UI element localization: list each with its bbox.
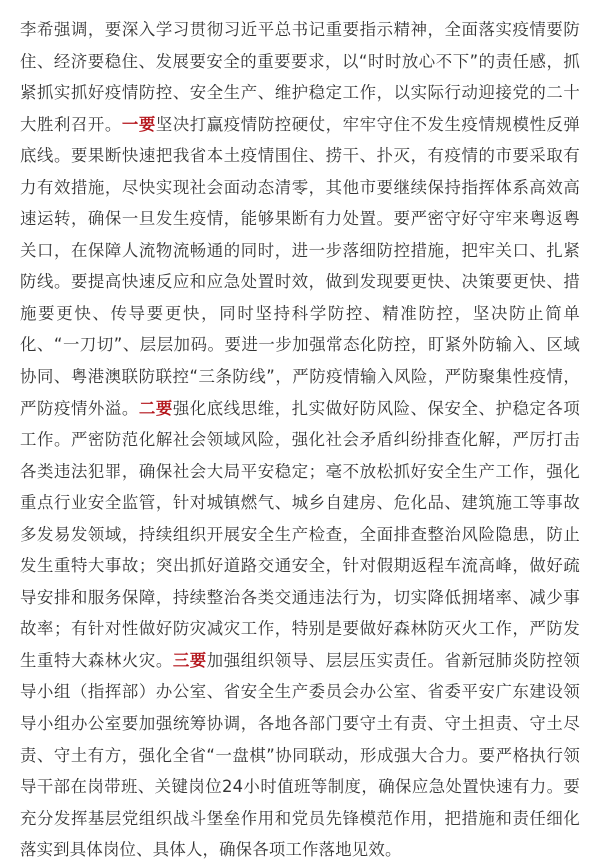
intro-text: 李希强调，要深入学习贯彻习近平总书记重要指示精神，全面落实疫情要防住、经济要稳住、发展要安全的重要要求，以“时时放心不下”的责任感，抓紧抓实抓好疫情防控、安全生产、维护稳定工作，以实际行动迎接党的二十大胜利召开。 — [20, 20, 580, 134]
point-two-text: 强化底线思维，扎实做好防风险、保安全、护稳定各项工作。严密防范化解社会领域风险，强化社会矛盾纠纷排查化解，严厉打击各类违法犯罪，确保社会大局平安稳定；毫不放松抓好安全生产工作，强化重点行业安全监管，针对城镇燃气、城乡自建房、危化品、建筑施工等事故多发易发领域，持续组织开展安全生产检查，全面排查整治风险隐患，防止发生重特大事故；突出抓好道路交通安全，针对假期返程车流高峰，做好疏导安排和服务保障，持续整治各类交通违法行为，切实降低拥堵率、减少事故率；有针对性做好防灾减灾工作，特别是要做好森林防灭火工作，严防发生重特大森林火灾。 — [20, 398, 580, 670]
point-one-lead: 一要 — [121, 114, 156, 134]
point-three-text: 加强组织领导、层层压实责任。省新冠肺炎防控领导小组（指挥部）办公室、省安全生产委员会办公室、省委平安广东建设领导小组办公室要加强统筹协调，各地各部门要守土有责、守土担责、守土尽责、守土有方，强化全省“一盘棋”协同联动，形成强大合力。要严格执行领导干部在岗带班、关键岗位24小时值班等制度，确保应急处置快速有力。要充分发挥基层党组织战斗堡垒作用和党员先锋模范作用，把措施和责任细化落实到具体岗位、具体人，确保各项工作落地见效。 — [20, 650, 580, 860]
point-three-lead: 三要 — [172, 650, 207, 670]
article-paragraph — [20, 14, 580, 866]
point-two-lead: 二要 — [138, 398, 173, 418]
point-one-text: 坚决打赢疫情防控硬仗，牢牢守住不发生疫情规模性反弹底线。要果断快速把我省本土疫情围住、捞干、扑灭，有疫情的市要采取有力有效措施，尽快实现社会面动态清零，其他市要继续保持指挥体系高效高速运转，确保一旦发生疫情，能够果断有力处置。要严密守好守牢来粤返粤关口，在保障人流物流畅通的同时，进一步落细防控措施，把牢关口、扎紧防线。要提高快速反应和应急处置时效，做到发现要更快、决策要更快、措施要更快、传导要更快，同时坚持科学防控、精准防控，坚决防止简单化、“一刀切”、层层加码。要进一步加强常态化防控，盯紧外防输入、区域协同、粤港澳联防联控“三条防线”，严防疫情输入风险，严防聚集性疫情，严防疫情外溢。 — [20, 114, 580, 418]
